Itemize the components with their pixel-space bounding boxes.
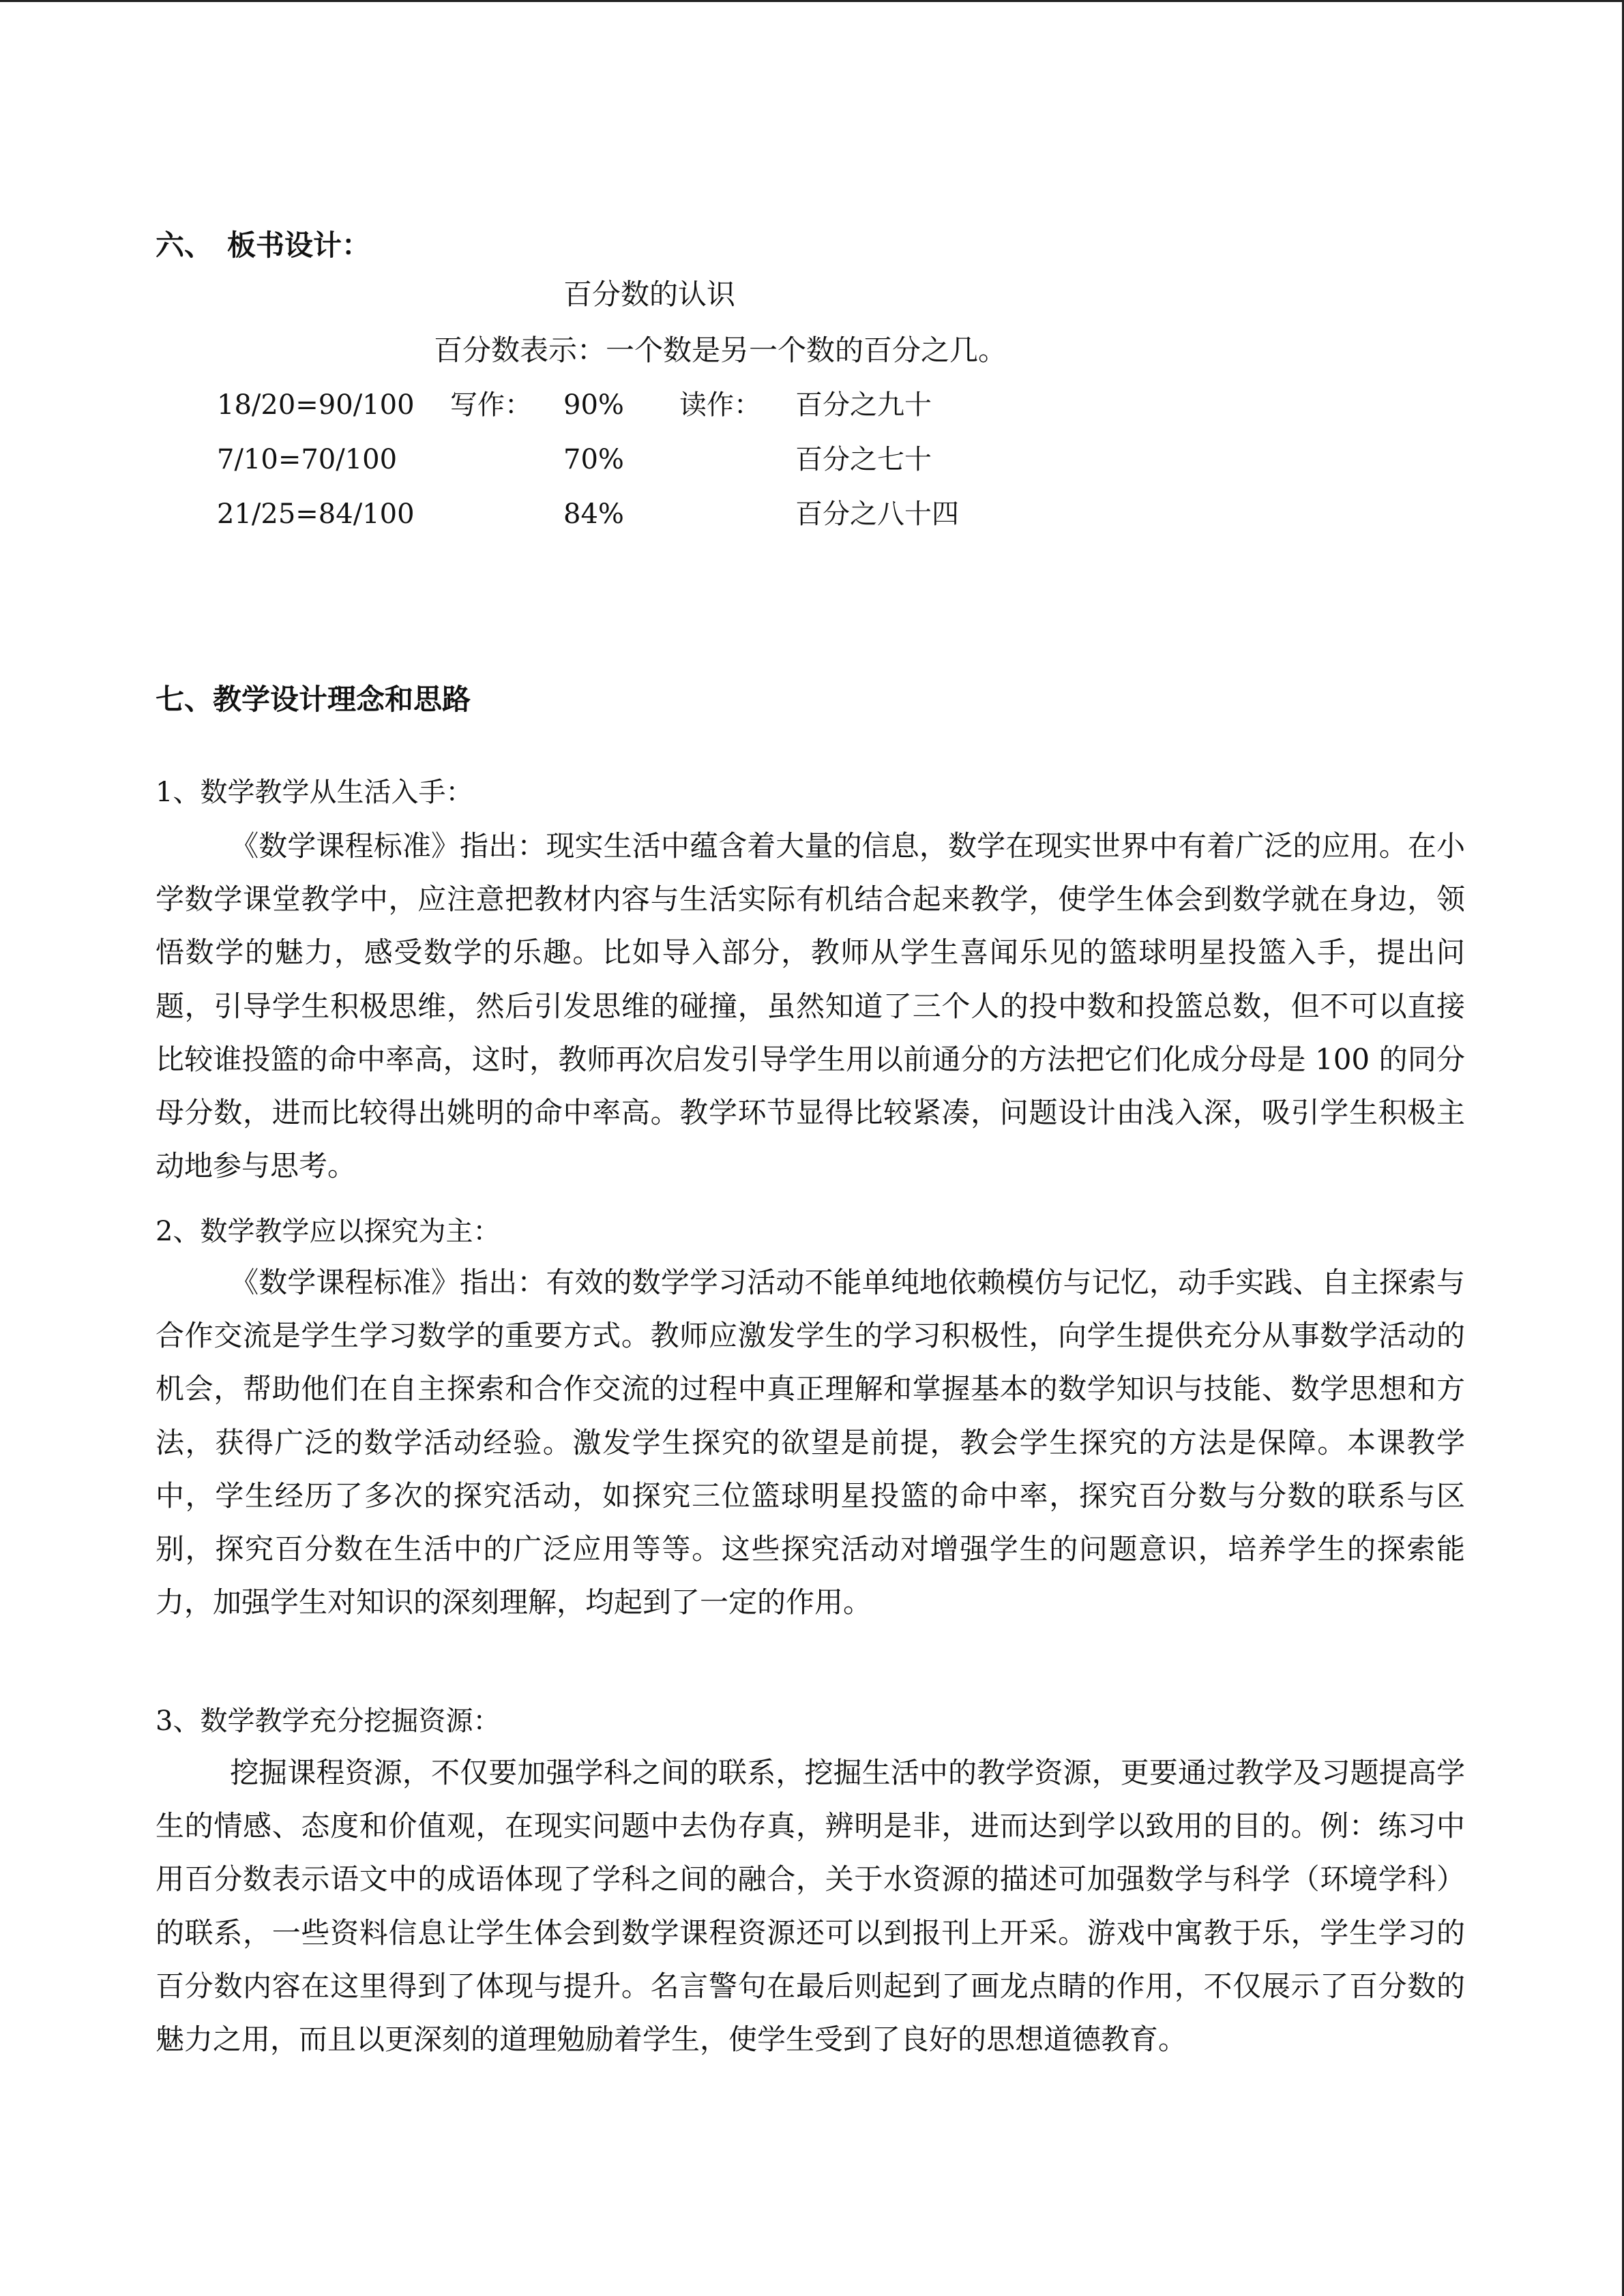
- write-label: 写作：: [450, 389, 532, 421]
- point-2-title: 2、数学教学应以探究为主：: [156, 1216, 501, 1247]
- read-label: 读作：: [679, 389, 761, 421]
- section-6-heading: 六、 板书设计：: [156, 228, 371, 262]
- board-percent: 90%: [563, 389, 624, 421]
- board-percent: 70%: [563, 444, 624, 475]
- point-1-title: 1、数学教学从生活入手：: [156, 777, 473, 808]
- board-fraction: 18/20=90/100: [217, 389, 415, 421]
- point-3-paragraph: 挖掘课程资源，不仅要加强学科之间的联系，挖掘生活中的教学资源，更要通过教学及习题提高学生的情感、态度和价值观，在现实问题中去伪存真，辨明是非，进而达到学以致用的目的。例：练习中用百分数表示语文中的成语体现了学科之间的融合，关于水资源的描述可加强数学与科学（环境学科）的联系，一些资料信息让学生体会到数学课程资源还可以到报刊上开采。游戏中寓教于乐，学生学习的百分数内容在这里得到了体现与提升。名言警句在最后则起到了画龙点睛的作用，不仅展示了百分数的魅力之用，而且以更深刻的道理勉励着学生，使学生受到了良好的思想道德教育。: [156, 1756, 1465, 2057]
- board-fraction: 21/25=84/100: [217, 498, 415, 530]
- point-3-title: 3、数学教学充分挖掘资源：: [156, 1705, 501, 1737]
- board-percent: 84%: [563, 498, 624, 530]
- board-reading: 百分之八十四: [795, 498, 959, 530]
- board-definition: 百分数表示：一个数是另一个数的百分之几。: [434, 333, 1007, 367]
- board-fraction: 7/10=70/100: [217, 444, 398, 475]
- board-reading: 百分之七十: [795, 444, 932, 475]
- point-1-paragraph: 《数学课程标准》指出：现实生活中蕴含着大量的信息，数学在现实世界中有着广泛的应用。在小学数学课堂教学中，应注意把教材内容与生活实际有机结合起来教学，使学生体会到数学就在身边，领悟数学的魅力，感受数学的乐趣。比如导入部分，教师从学生喜闻乐见的篮球明星投篮入手，提出问题，引导学生积极思维，然后引发思维的碰撞，虽然知道了三个人的投中数和投篮总数，但不可以直接比较谁投篮的命中率高，这时，教师再次启发引导学生用以前通分的方法把它们化成分母是 100 的同分母分数，进而比较得出姚明的命中率高。教学环节显得比较紧凑，问题设计由浅入深，吸引学生积极主动地参与思考。: [156, 829, 1465, 1183]
- page-border-top: [0, 0, 1624, 2]
- board-reading: 百分之九十: [795, 389, 932, 421]
- section-7-heading: 七、教学设计理念和思路: [156, 683, 471, 716]
- board-title: 百分数的认识: [563, 278, 736, 311]
- point-2-paragraph: 《数学课程标准》指出：有效的数学学习活动不能单纯地依赖模仿与记忆，动手实践、自主探索与合作交流是学生学习数学的重要方式。教师应激发学生的学习积极性，向学生提供充分从事数学活动的机会，帮助他们在自主探索和合作交流的过程中真正理解和掌握基本的数学知识与技能、数学思想和方法，获得广泛的数学活动经验。激发学生探究的欲望是前提，教会学生探究的方法是保障。本课教学中，学生经历了多次的探究活动，如探究三位篮球明星投篮的命中率，探究百分数与分数的联系与区别，探究百分数在生活中的广泛应用等等。这些探究活动对增强学生的问题意识，培养学生的探索能力，加强学生对知识的深刻理解，均起到了一定的作用。: [156, 1266, 1465, 1620]
